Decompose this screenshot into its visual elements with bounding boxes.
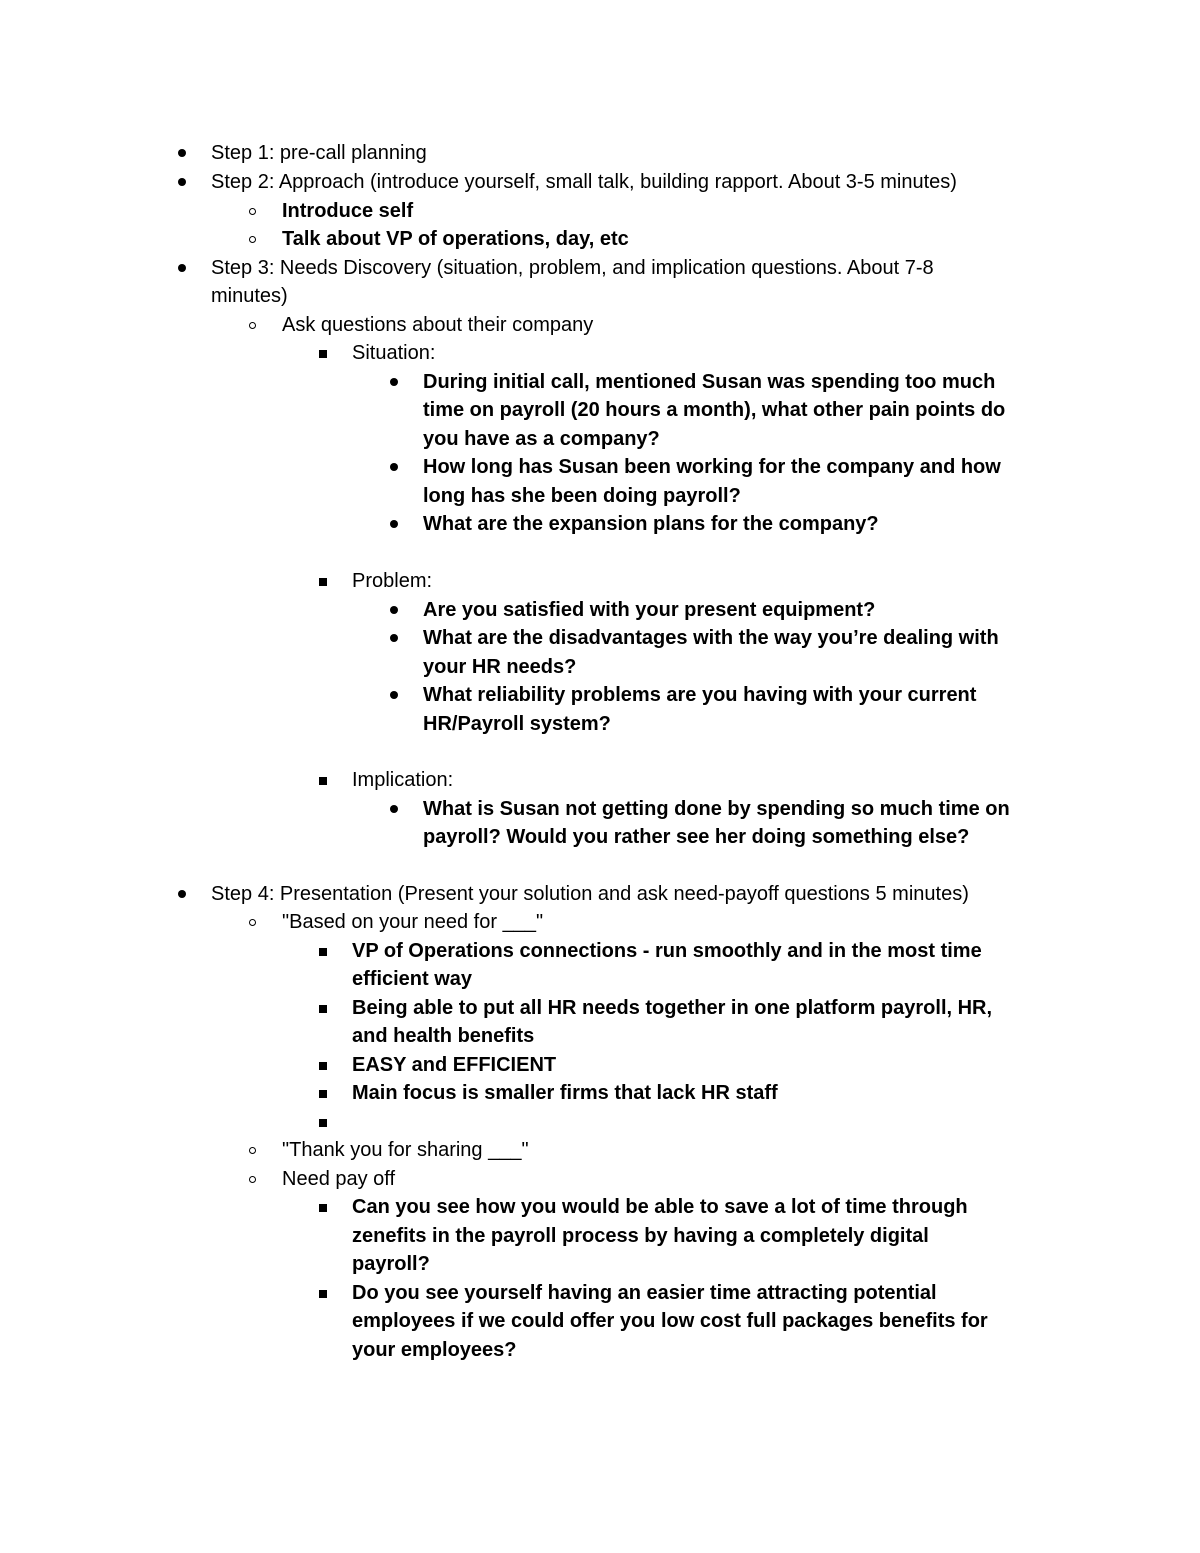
bullet-square-icon <box>319 1090 327 1098</box>
bullet-disc-icon <box>178 264 186 272</box>
bullet-square-icon <box>319 1119 327 1127</box>
bullet-square-icon <box>319 777 327 785</box>
bullet-square-icon <box>319 350 327 358</box>
bullet-disc-icon <box>178 178 186 186</box>
bullet-circle-icon <box>249 919 256 926</box>
bullet-square-icon <box>319 578 327 586</box>
bullet-disc-icon <box>390 378 398 386</box>
bullet-disc-icon <box>390 805 398 813</box>
bullet-disc-icon <box>178 149 186 157</box>
bullet-circle-icon <box>249 208 256 215</box>
bullet-square-icon <box>319 948 327 956</box>
bullet-disc-icon <box>390 463 398 471</box>
bullet-disc-icon <box>390 634 398 642</box>
bullet-square-icon <box>319 1204 327 1212</box>
bullet-circle-icon <box>249 1147 256 1154</box>
bullet-disc-icon <box>178 890 186 898</box>
bullet-disc-icon <box>390 691 398 699</box>
bullet-square-icon <box>319 1290 327 1298</box>
document-page: Step 1: pre-call planning Step 2: Approach (introduce yourself, small talk, building rapport. About 3-5 minutes) Introduce self Talk about VP of operations, day, etc Step 3: Needs Discovery (situation, problem, and implication questions. About 7-8 minutes) Ask questions about their company Situation: During initial call, mentioned Susan was spending too much time on payroll (20 hours a month), what other pain points do you have as a company? How long has Susan been working for the company and how long has she been doing payroll? What are the expansion plans for the company? Problem: Are you satisfied with your present equipment? What are the disadvantages with the way you’re dealing with your HR needs? What reliability problems are you having with your current HR/Payroll system? Implication: What is Susan not getting done by spending so much time on payroll? Would you rather see her doing something else? Step 4: Presentation (Present your solution and ask need-payoff questions 5 minutes) "Based on your need for ___" VP of Operations connections - run smoothly and in the most time efficient way Being able to put all HR needs together in one platform payroll, HR, and health benefits EASY and EFFICIENT Main focus is smaller firms that lack HR staff "Thank you for sharing ___" Need pay off Can you see how you would be able to save a lot of time through zenefits in the payroll process by having a completely digital payroll? Do you see yourself having an easier time attracting potential employees if we could offer you low cost full packages benefits for your employees? <box>0 0 1200 1553</box>
bullet-circle-icon <box>249 1176 256 1183</box>
bullet-disc-icon <box>390 520 398 528</box>
bullet-square-icon <box>319 1005 327 1013</box>
bullet-disc-icon <box>390 606 398 614</box>
bullet-circle-icon <box>249 236 256 243</box>
bullet-square-icon <box>319 1062 327 1070</box>
bullet-circle-icon <box>249 322 256 329</box>
